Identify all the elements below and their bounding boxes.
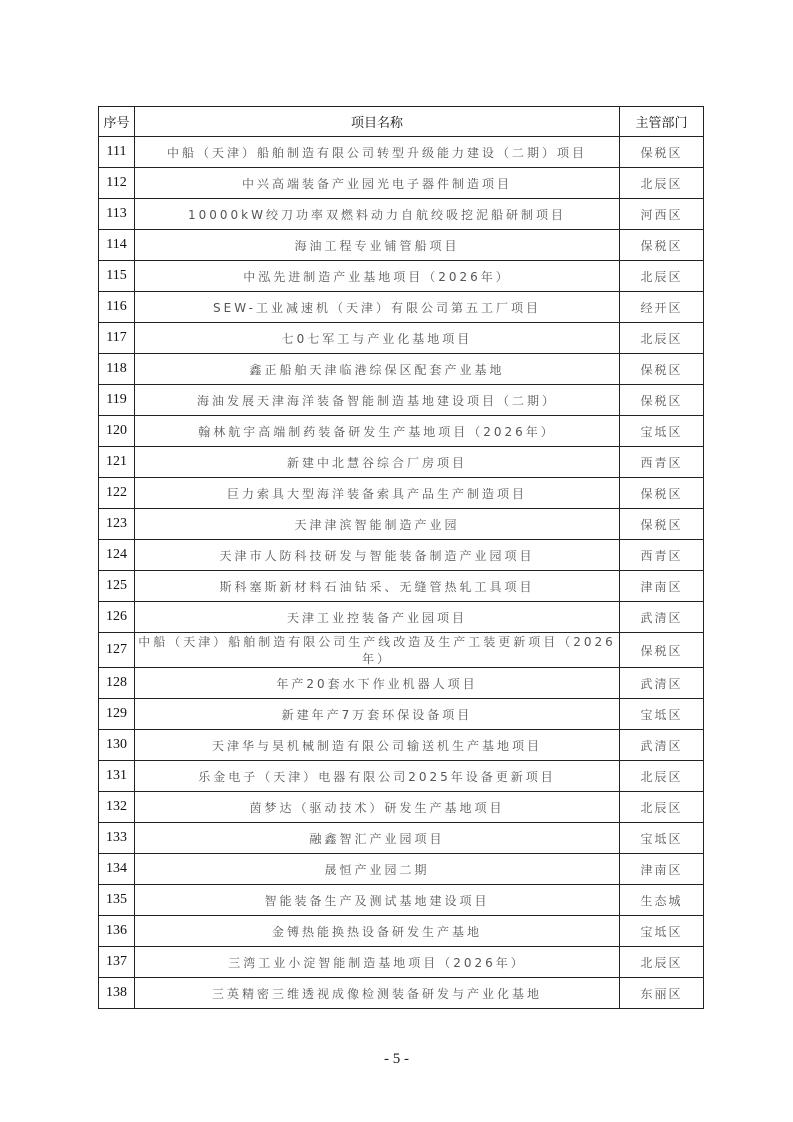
project-name: 七0七军工与产业化基地项目 <box>135 323 620 354</box>
table-row <box>99 354 704 385</box>
project-name: 天津工业控装备产业园项目 <box>135 602 620 633</box>
project-name: 中兴高端装备产业园光电子器件制造项目 <box>135 168 620 199</box>
table-row <box>99 509 704 540</box>
table-row <box>99 230 704 261</box>
table-row <box>99 730 704 761</box>
department: 津南区 <box>620 571 704 602</box>
header-project-name: 项目名称 <box>135 107 620 137</box>
table-row <box>99 633 704 668</box>
row-number: 129 <box>99 699 135 730</box>
row-number: 125 <box>99 571 135 602</box>
project-name: 融鑫智汇产业园项目 <box>135 823 620 854</box>
department: 保税区 <box>620 633 704 668</box>
project-name: 中泓先进制造产业基地项目（2026年） <box>135 261 620 292</box>
department: 保税区 <box>620 137 704 168</box>
table-row <box>99 823 704 854</box>
row-number: 135 <box>99 885 135 916</box>
table-row <box>99 478 704 509</box>
department: 西青区 <box>620 540 704 571</box>
project-table <box>98 106 704 1009</box>
project-name: 三湾工业小淀智能制造基地项目（2026年） <box>135 947 620 978</box>
row-number: 113 <box>99 199 135 230</box>
table-row <box>99 947 704 978</box>
table-row <box>99 137 704 168</box>
row-number: 132 <box>99 792 135 823</box>
project-name: 新建年产7万套环保设备项目 <box>135 699 620 730</box>
table-row <box>99 978 704 1009</box>
row-number: 128 <box>99 668 135 699</box>
row-number: 116 <box>99 292 135 323</box>
department: 宝坻区 <box>620 916 704 947</box>
project-name: 天津市人防科技研发与智能装备制造产业园项目 <box>135 540 620 571</box>
department: 北辰区 <box>620 323 704 354</box>
department: 保税区 <box>620 478 704 509</box>
table-row <box>99 792 704 823</box>
row-number: 122 <box>99 478 135 509</box>
table-row <box>99 885 704 916</box>
row-number: 127 <box>99 633 135 668</box>
project-name: 茵梦达（驱动技术）研发生产基地项目 <box>135 792 620 823</box>
table-row <box>99 261 704 292</box>
table-header-row <box>99 107 704 137</box>
department: 保税区 <box>620 230 704 261</box>
row-number: 111 <box>99 137 135 168</box>
row-number: 131 <box>99 761 135 792</box>
row-number: 123 <box>99 509 135 540</box>
department: 保税区 <box>620 354 704 385</box>
project-name: 金镈热能换热设备研发生产基地 <box>135 916 620 947</box>
department: 北辰区 <box>620 947 704 978</box>
row-number: 114 <box>99 230 135 261</box>
table-row <box>99 292 704 323</box>
row-number: 130 <box>99 730 135 761</box>
department: 北辰区 <box>620 168 704 199</box>
project-name: 鑫正船舶天津临港综保区配套产业基地 <box>135 354 620 385</box>
header-department: 主管部门 <box>620 107 704 137</box>
row-number: 118 <box>99 354 135 385</box>
table-row <box>99 385 704 416</box>
table-row <box>99 168 704 199</box>
page-number: - 5 - <box>384 1051 409 1067</box>
department: 宝坻区 <box>620 823 704 854</box>
project-name: 年产20套水下作业机器人项目 <box>135 668 620 699</box>
project-name: 乐金电子（天津）电器有限公司2025年设备更新项目 <box>135 761 620 792</box>
department: 武清区 <box>620 668 704 699</box>
project-name: 翰林航宇高端制药装备研发生产基地项目（2026年） <box>135 416 620 447</box>
table-row <box>99 916 704 947</box>
department: 武清区 <box>620 602 704 633</box>
department: 河西区 <box>620 199 704 230</box>
row-number: 134 <box>99 854 135 885</box>
table-row <box>99 854 704 885</box>
row-number: 117 <box>99 323 135 354</box>
department: 西青区 <box>620 447 704 478</box>
project-name: 10000kW绞刀功率双燃料动力自航绞吸挖泥船研制项目 <box>135 199 620 230</box>
table-row <box>99 761 704 792</box>
table-row <box>99 447 704 478</box>
department: 保税区 <box>620 509 704 540</box>
project-name: 天津津滨智能制造产业园 <box>135 509 620 540</box>
row-number: 136 <box>99 916 135 947</box>
table-row <box>99 699 704 730</box>
department: 北辰区 <box>620 792 704 823</box>
project-name: 智能装备生产及测试基地建设项目 <box>135 885 620 916</box>
row-number: 133 <box>99 823 135 854</box>
row-number: 124 <box>99 540 135 571</box>
row-number: 138 <box>99 978 135 1009</box>
department: 武清区 <box>620 730 704 761</box>
table-row <box>99 571 704 602</box>
table-row <box>99 602 704 633</box>
project-name: SEW-工业减速机（天津）有限公司第五工厂项目 <box>135 292 620 323</box>
project-name: 海油工程专业铺管船项目 <box>135 230 620 261</box>
project-name: 中船（天津）船舶制造有限公司生产线改造及生产工装更新项目（2026年） <box>135 633 620 668</box>
department: 经开区 <box>620 292 704 323</box>
table-row <box>99 199 704 230</box>
project-name: 中船（天津）船舶制造有限公司转型升级能力建设（二期）项目 <box>135 137 620 168</box>
row-number: 112 <box>99 168 135 199</box>
project-name: 三英精密三维透视成像检测装备研发与产业化基地 <box>135 978 620 1009</box>
project-name: 巨力索具大型海洋装备索具产品生产制造项目 <box>135 478 620 509</box>
row-number: 119 <box>99 385 135 416</box>
project-name: 天津华与昊机械制造有限公司输送机生产基地项目 <box>135 730 620 761</box>
department: 宝坻区 <box>620 416 704 447</box>
row-number: 137 <box>99 947 135 978</box>
row-number: 121 <box>99 447 135 478</box>
table-row <box>99 416 704 447</box>
project-name: 斯科塞斯新材料石油钻采、无缝管热轧工具项目 <box>135 571 620 602</box>
table-row <box>99 323 704 354</box>
table-row <box>99 540 704 571</box>
row-number: 126 <box>99 602 135 633</box>
table-row <box>99 668 704 699</box>
department: 宝坻区 <box>620 699 704 730</box>
department: 北辰区 <box>620 761 704 792</box>
project-name: 海油发展天津海洋装备智能制造基地建设项目（二期） <box>135 385 620 416</box>
department: 东丽区 <box>620 978 704 1009</box>
department: 生态城 <box>620 885 704 916</box>
department: 北辰区 <box>620 261 704 292</box>
row-number: 120 <box>99 416 135 447</box>
header-no: 序号 <box>99 107 135 137</box>
project-name: 晟恒产业园二期 <box>135 854 620 885</box>
project-name: 新建中北慧谷综合厂房项目 <box>135 447 620 478</box>
row-number: 115 <box>99 261 135 292</box>
department: 保税区 <box>620 385 704 416</box>
department: 津南区 <box>620 854 704 885</box>
